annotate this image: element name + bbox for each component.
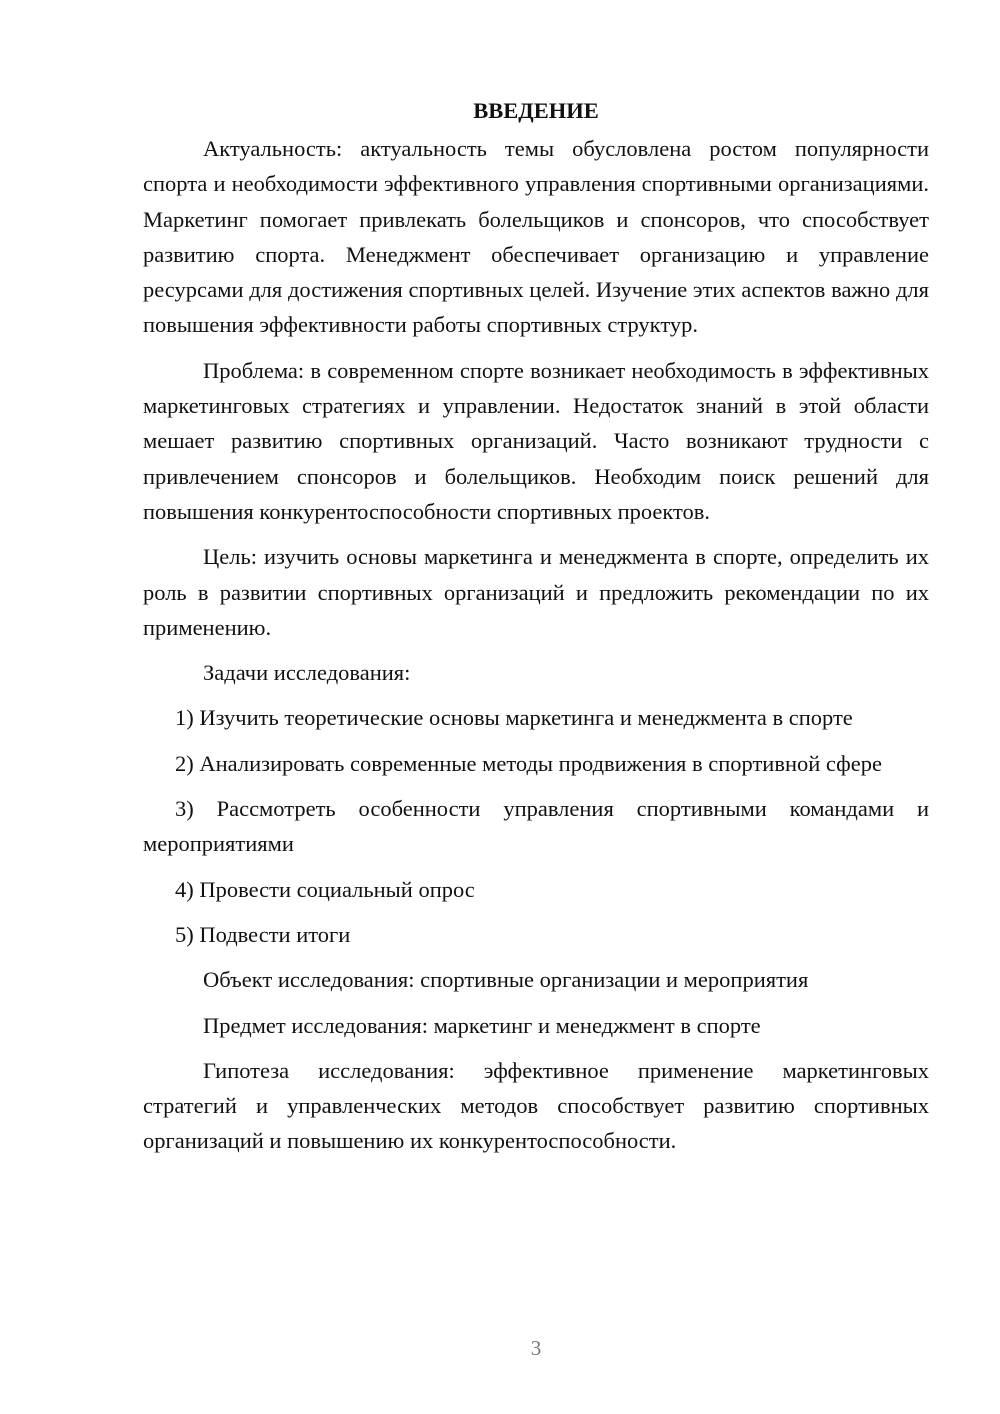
paragraph-relevance: Актуальность: актуальность темы обусловлена ростом популярности спорта и необходимости эффективного управления спортивными организациями. Маркетинг помогает привлекать болельщиков и спонсоров, что способствует развитию спорта. Менеджмент обеспечивает организацию и управление ресурсами для достижения спортивных целей. Изучение этих аспектов важно для повышения эффективности работы спортивных структур.	[143, 136, 929, 338]
paragraph-object: Объект исследования: спортивные организации и мероприятия	[203, 967, 809, 993]
page-number: 3	[530, 1336, 542, 1360]
paragraph-problem: Проблема: в современном спорте возникает необходимость в эффективных маркетинговых стратегиях и управлении. Недостаток знаний в этой области мешает развитию спортивных организаций. Часто возникают трудности с привлечением спонсоров и болельщиков. Необходим поиск решений для повышения конкурентоспособности спортивных проектов.	[143, 357, 929, 524]
list-item: 5) Подвести итоги	[175, 921, 351, 947]
document-page	[143, 96, 929, 1169]
list-item: 4) Провести социальный опрос	[175, 876, 475, 902]
paragraph-hypothesis: Гипотеза исследования: эффективное применение маркетинговых стратегий и управленческих методов способствует развитию спортивных организаций и повышению их конкурентоспособности.	[143, 1057, 929, 1154]
list-item: 1) Изучить теоретические основы маркетинга и менеджмента в спорте	[175, 705, 853, 731]
paragraph-subject: Предмет исследования: маркетинг и менеджмент в спорте	[203, 1012, 761, 1038]
list-item: 2) Анализировать современные методы продвижения в спортивной сфере	[175, 750, 882, 776]
page-title: ВВЕДЕНИЕ	[473, 98, 599, 123]
list-item: 3) Рассмотреть особенности управления спортивными командами и мероприятиями	[143, 796, 929, 857]
paragraph-goal: Цель: изучить основы маркетинга и менеджмента в спорте, определить их роль в развитии спортивных организаций и предложить рекомендации по их применению.	[143, 544, 929, 640]
paragraph-tasks-heading: Задачи исследования:	[203, 660, 411, 686]
